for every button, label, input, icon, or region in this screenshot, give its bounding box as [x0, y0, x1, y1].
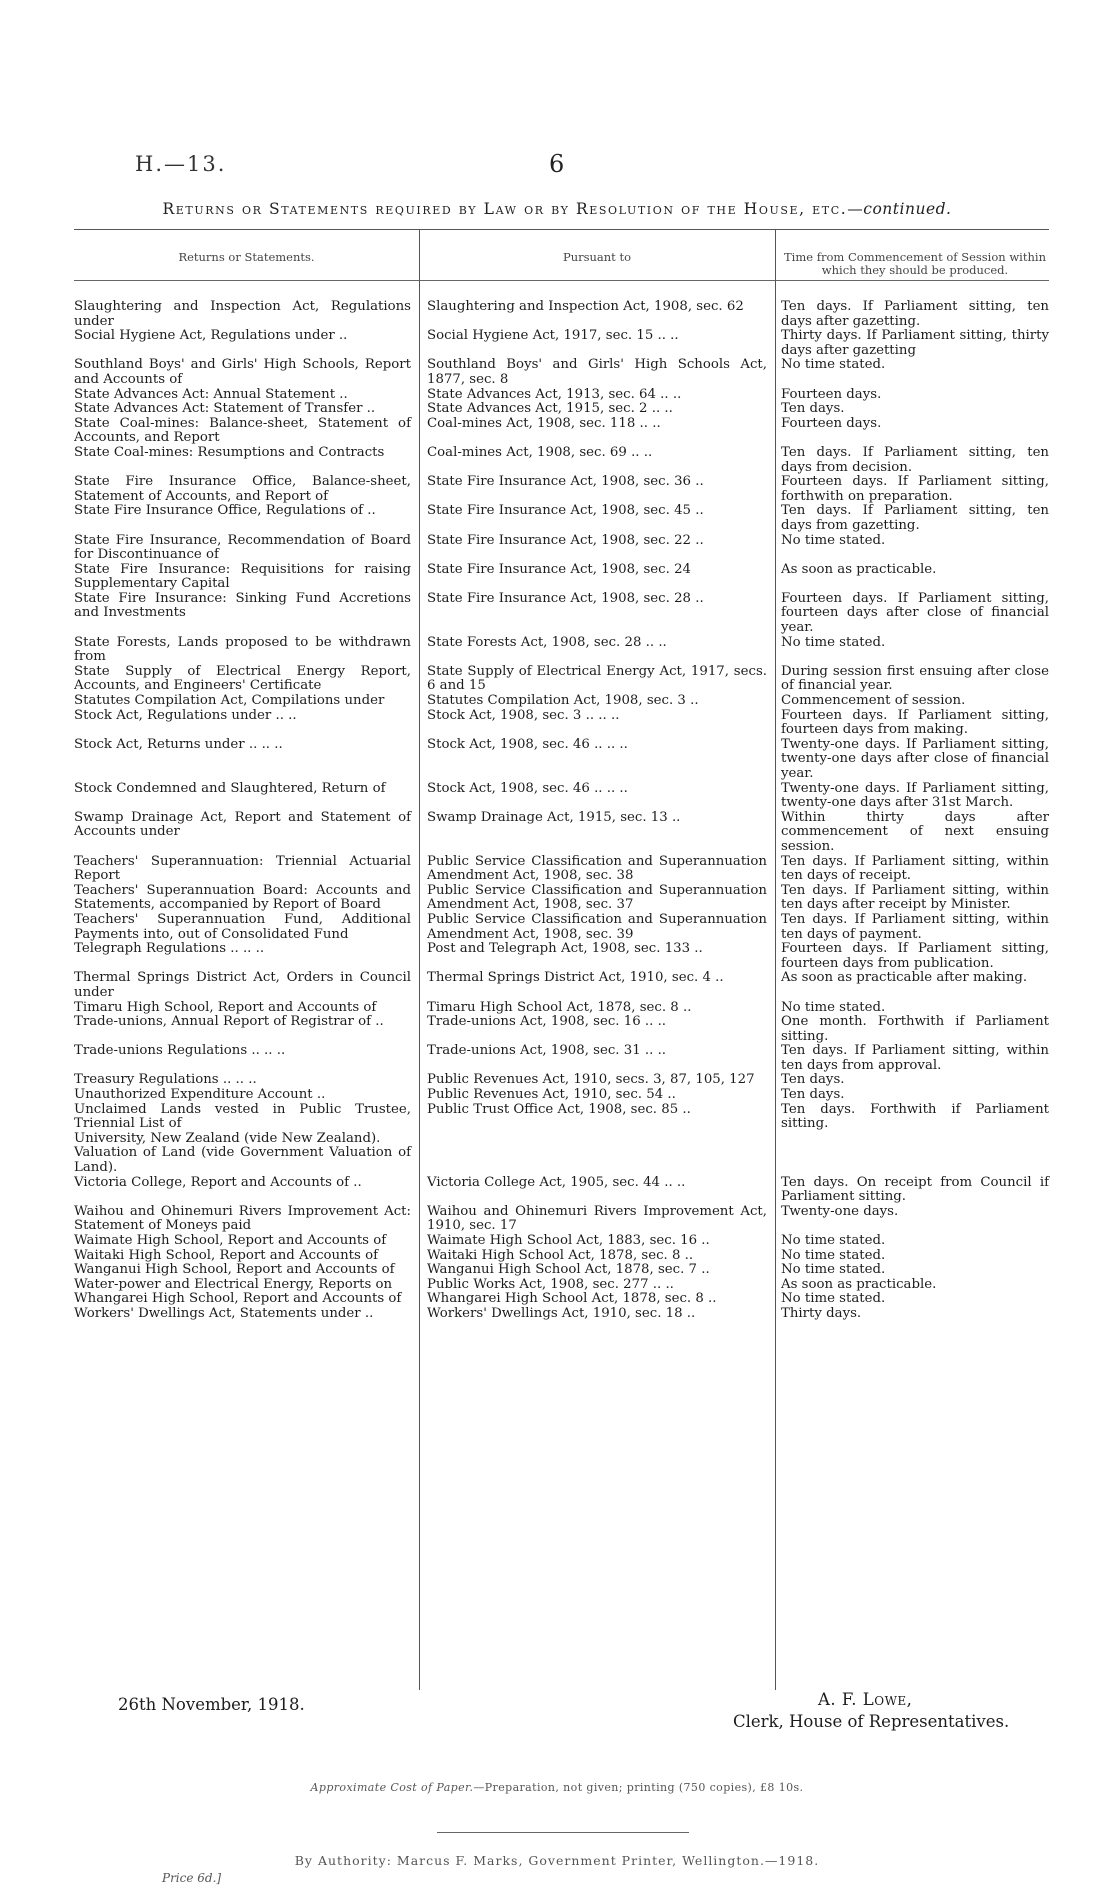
- time-allowed-cell: Ten days. If Parliament sitting, within ten days after receipt by Minister.: [781, 882, 1049, 913]
- page-number: 6: [549, 150, 565, 178]
- table-row: [74, 884, 1049, 913]
- return-statement-cell: State Fire Insurance: Sinking Fund Accretions and Investments: [74, 590, 411, 621]
- pursuant-to-cell: State Fire Insurance Act, 1908, sec. 22 ..: [427, 532, 704, 548]
- pursuant-to-cell: Post and Telegraph Act, 1908, sec. 133 ..: [427, 941, 703, 957]
- top-rule: [74, 229, 1049, 230]
- return-statement-cell: Stock Act, Returns under .. .. ..: [74, 736, 283, 752]
- table-row: [74, 1088, 1049, 1103]
- pursuant-to-cell: Southland Boys' and Girls' High Schools Act, 1877, sec. 8: [427, 357, 767, 387]
- time-allowed-cell: Twenty-one days. If Parliament sitting, twenty-one days after 31st March.: [781, 780, 1049, 811]
- time-allowed-cell: Thirty days. If Parliament sitting, thirty days after gazetting: [781, 328, 1049, 358]
- pursuant-to-cell: Stock Act, 1908, sec. 3 .. .. ..: [427, 707, 620, 723]
- pursuant-to-cell: Trade-unions Act, 1908, sec. 31 .. ..: [427, 1043, 667, 1059]
- table-heading: [0, 200, 1114, 218]
- return-statement-cell: Waihou and Ohinemuri Rivers Improvement Act: Statement of Moneys paid: [74, 1203, 411, 1234]
- pursuant-to-cell: Public Trust Office Act, 1908, sec. 85 ..: [427, 1101, 691, 1117]
- return-statement-cell: Unclaimed Lands vested in Public Trustee, Triennial List of: [74, 1101, 411, 1132]
- time-allowed-cell: Ten days. Forthwith if Parliament sitting.: [781, 1101, 1049, 1132]
- pursuant-to-cell: Coal-mines Act, 1908, sec. 69 .. ..: [427, 444, 653, 460]
- pursuant-to-cell: Waitaki High School Act, 1878, sec. 8 ..: [427, 1247, 694, 1263]
- pursuant-to-cell: Public Service Classification and Superannuation Amendment Act, 1908, sec. 37: [427, 882, 767, 913]
- pursuant-to-cell: Public Revenues Act, 1910, secs. 3, 87, 105, 127: [427, 1072, 755, 1088]
- table-row: [74, 358, 1049, 387]
- return-statement-cell: Trade-unions, Annual Report of Registrar of ..: [74, 1014, 384, 1030]
- time-allowed-cell: Ten days. If Parliament sitting, within ten days of payment.: [781, 911, 1049, 942]
- pursuant-to-cell: Whangarei High School Act, 1878, sec. 8 ..: [427, 1291, 717, 1307]
- cost-label: Approximate Cost of Paper.: [310, 1781, 474, 1794]
- table-row: [74, 534, 1049, 563]
- return-statement-cell: Timaru High School, Report and Accounts of: [74, 999, 377, 1015]
- table-row: [74, 636, 1049, 665]
- table-row: [74, 1263, 1049, 1278]
- pursuant-to-cell: Stock Act, 1908, sec. 46 .. .. ..: [427, 736, 628, 752]
- time-allowed-cell: [775, 1132, 1049, 1147]
- page-reference: H.—13.: [135, 152, 227, 176]
- time-allowed-cell: Fourteen days.: [781, 415, 882, 431]
- return-statement-cell: State Supply of Electrical Energy Report, Accounts, and Engineers' Certificate: [74, 663, 411, 694]
- table-row: [74, 1292, 1049, 1307]
- time-allowed-cell: No time stated.: [781, 1247, 886, 1263]
- pursuant-to-cell: Swamp Drainage Act, 1915, sec. 13 ..: [427, 809, 681, 825]
- table-row: [74, 1001, 1049, 1016]
- pursuant-to-cell: Waihou and Ohinemuri Rivers Improvement Act, 1910, sec. 17: [427, 1203, 767, 1234]
- table-row: [74, 1044, 1049, 1073]
- pursuant-to-cell: State Advances Act, 1913, sec. 64 .. ..: [427, 386, 682, 402]
- table-row: [74, 811, 1049, 855]
- cost-text: —Preparation, not given; printing (750 copies), £8 10s.: [473, 1781, 804, 1794]
- return-statement-cell: Telegraph Regulations .. .. ..: [74, 941, 265, 957]
- return-statement-cell: Treasury Regulations .. .. ..: [74, 1072, 257, 1088]
- cost-note: [0, 1781, 1114, 1794]
- pursuant-to-cell: State Forests Act, 1908, sec. 28 .. ..: [427, 634, 667, 650]
- table-row: [74, 446, 1049, 475]
- return-statement-cell: Swamp Drainage Act, Report and Statement of Accounts under: [74, 809, 411, 840]
- return-statement-cell: State Fire Insurance Office, Balance-sheet, Statement of Accounts, and Report of: [74, 474, 411, 504]
- return-statement-cell: State Fire Insurance: Requisitions for raising Supplementary Capital: [74, 561, 411, 592]
- pursuant-to-cell: Trade-unions Act, 1908, sec. 16 .. ..: [427, 1014, 667, 1030]
- pursuant-to-cell: Coal-mines Act, 1908, sec. 118 .. ..: [427, 415, 661, 431]
- return-statement-cell: Water-power and Electrical Energy, Reports on: [74, 1276, 393, 1292]
- pursuant-to-cell: Public Revenues Act, 1910, sec. 54 ..: [427, 1087, 676, 1103]
- time-allowed-cell: Commencement of session.: [781, 693, 966, 709]
- table-row: [74, 1103, 1049, 1132]
- table-row: [74, 1278, 1049, 1293]
- footer-date: 26th November, 1918.: [118, 1695, 305, 1714]
- heading-continued: —continued.: [847, 200, 952, 218]
- time-allowed-cell: Ten days.: [781, 401, 845, 417]
- table-row: [74, 1307, 1049, 1322]
- table-row: [74, 694, 1049, 709]
- table-row: [74, 504, 1049, 533]
- time-allowed-cell: Ten days. If Parliament sitting, within ten days of receipt.: [781, 853, 1049, 884]
- pursuant-to-cell: State Fire Insurance Act, 1908, sec. 45 ..: [427, 503, 704, 519]
- table-row: [74, 942, 1049, 971]
- return-statement-cell: Teachers' Superannuation: Triennial Actuarial Report: [74, 853, 411, 884]
- time-allowed-cell: No time stated.: [781, 1233, 886, 1248]
- return-statement-cell: State Fire Insurance Office, Regulations of ..: [74, 503, 376, 519]
- time-allowed-cell: No time stated.: [781, 1262, 886, 1278]
- return-statement-cell: Waitaki High School, Report and Accounts of: [74, 1247, 378, 1263]
- pursuant-to-cell: Stock Act, 1908, sec. 46 .. .. ..: [427, 780, 628, 796]
- table-row: [74, 402, 1049, 417]
- price: Price 6d.]: [162, 1871, 222, 1885]
- return-statement-cell: Statutes Compilation Act, Compilations under: [74, 693, 385, 709]
- pursuant-to-cell: Victoria College Act, 1905, sec. 44 .. ..: [427, 1174, 686, 1190]
- column-header-time: Time from Commencement of Session within which they should be produced.: [784, 250, 1046, 277]
- table-row: [74, 1146, 1049, 1175]
- return-statement-cell: Teachers' Superannuation Fund, Additional Payments into, out of Consolidated Fund: [74, 911, 411, 942]
- pursuant-to-cell: [419, 1146, 775, 1175]
- pursuant-to-cell: Public Works Act, 1908, sec. 277 .. ..: [427, 1276, 674, 1292]
- time-allowed-cell: Ten days. If Parliament sitting, within ten days from approval.: [781, 1043, 1049, 1073]
- pursuant-to-cell: State Fire Insurance Act, 1908, sec. 36 ..: [427, 474, 704, 490]
- time-allowed-cell: Twenty-one days.: [781, 1203, 899, 1219]
- return-statement-cell: Trade-unions Regulations .. .. ..: [74, 1043, 286, 1059]
- time-allowed-cell: During session first ensuing after close of financial year.: [781, 663, 1049, 694]
- table-row: [74, 1249, 1049, 1264]
- time-allowed-cell: Ten days. If Parliament sitting, ten days after gazetting.: [781, 299, 1049, 329]
- pursuant-to-cell: Slaughtering and Inspection Act, 1908, sec. 62: [427, 299, 744, 314]
- time-allowed-cell: No time stated.: [781, 999, 886, 1015]
- return-statement-cell: University, New Zealand (vide New Zealand).: [74, 1130, 381, 1146]
- pursuant-to-cell: Public Service Classification and Superannuation Amendment Act, 1908, sec. 38: [427, 853, 767, 884]
- table-row: [74, 1234, 1049, 1249]
- table-row: [74, 388, 1049, 403]
- return-statement-cell: Wanganui High School, Report and Accounts of: [74, 1262, 395, 1278]
- pursuant-to-cell: State Supply of Electrical Energy Act, 1917, secs. 6 and 15: [427, 663, 767, 694]
- time-allowed-cell: No time stated.: [781, 634, 886, 650]
- signatory-title: Clerk, House of Representatives.: [733, 1712, 1010, 1731]
- time-allowed-cell: Ten days. On receipt from Council if Parliament sitting.: [781, 1174, 1049, 1205]
- time-allowed-cell: Ten days. If Parliament sitting, ten days from decision.: [781, 444, 1049, 475]
- return-statement-cell: Slaughtering and Inspection Act, Regulations under: [74, 299, 411, 329]
- return-statement-cell: Valuation of Land (vide Government Valuation of Land).: [74, 1145, 411, 1176]
- return-statement-cell: State Advances Act: Statement of Transfer ..: [74, 401, 376, 417]
- return-statement-cell: Unauthorized Expenditure Account ..: [74, 1087, 326, 1103]
- pursuant-to-cell: Wanganui High School Act, 1878, sec. 7 ..: [427, 1262, 710, 1278]
- heading-title: Returns or Statements required by Law or by Resolution of the House, etc.: [162, 200, 848, 218]
- return-statement-cell: State Fire Insurance, Recommendation of Board for Discontinuance of: [74, 532, 411, 563]
- time-allowed-cell: [775, 1146, 1049, 1175]
- pursuant-to-cell: Waimate High School Act, 1883, sec. 16 ..: [427, 1233, 710, 1248]
- printer-authority: By Authority: Marcus F. Marks, Government Printer, Wellington.—1918.: [294, 1853, 820, 1868]
- time-allowed-cell: Fourteen days. If Parliament sitting, forthwith on preparation.: [781, 474, 1049, 504]
- table-row: [74, 300, 1049, 329]
- table-row: [74, 782, 1049, 811]
- return-statement-cell: Whangarei High School, Report and Accounts of: [74, 1291, 402, 1307]
- table-row: [74, 1015, 1049, 1044]
- table-row: [74, 329, 1049, 358]
- column-header-returns: Returns or Statements.: [178, 250, 315, 264]
- return-statement-cell: Social Hygiene Act, Regulations under ..: [74, 328, 348, 344]
- pursuant-to-cell: Social Hygiene Act, 1917, sec. 15 .. ..: [427, 328, 679, 344]
- time-allowed-cell: As soon as practicable after making.: [781, 970, 1028, 986]
- bottom-rule: [437, 1832, 689, 1833]
- return-statement-cell: Victoria College, Report and Accounts of ..: [74, 1174, 362, 1190]
- pursuant-to-cell: Timaru High School Act, 1878, sec. 8 ..: [427, 999, 692, 1015]
- table-row: [74, 971, 1049, 1000]
- pursuant-to-cell: State Advances Act, 1915, sec. 2 .. ..: [427, 401, 673, 417]
- time-allowed-cell: No time stated.: [781, 357, 886, 373]
- return-statement-cell: Waimate High School, Report and Accounts of: [74, 1233, 387, 1248]
- time-allowed-cell: Twenty-one days. If Parliament sitting, twenty-one days after close of financial year.: [781, 736, 1049, 781]
- time-allowed-cell: Ten days.: [781, 1087, 845, 1103]
- time-allowed-cell: Ten days. If Parliament sitting, ten days from gazetting.: [781, 503, 1049, 533]
- pursuant-to-cell: Thermal Springs District Act, 1910, sec. 4 ..: [427, 970, 724, 986]
- pursuant-to-cell: Public Service Classification and Superannuation Amendment Act, 1908, sec. 39: [427, 911, 767, 942]
- table-row: [74, 738, 1049, 782]
- table-row: [74, 475, 1049, 504]
- pursuant-to-cell: Workers' Dwellings Act, 1910, sec. 18 ..: [427, 1305, 696, 1321]
- header-rule: [74, 280, 1049, 281]
- pursuant-to-cell: Statutes Compilation Act, 1908, sec. 3 ..: [427, 693, 699, 709]
- time-allowed-cell: Fourteen days. If Parliament sitting, fourteen days from making.: [781, 707, 1049, 738]
- return-statement-cell: Thermal Springs District Act, Orders in Council under: [74, 970, 411, 1000]
- table-row: [74, 592, 1049, 636]
- time-allowed-cell: Fourteen days.: [781, 386, 882, 402]
- time-allowed-cell: No time stated.: [781, 532, 886, 548]
- return-statement-cell: Southland Boys' and Girls' High Schools, Report and Accounts of: [74, 357, 411, 387]
- return-statement-cell: State Coal-mines: Resumptions and Contracts: [74, 444, 385, 460]
- table-row: [74, 665, 1049, 694]
- signatory-name: A. F. Lowe,: [818, 1690, 913, 1709]
- time-allowed-cell: As soon as practicable.: [781, 561, 937, 577]
- time-allowed-cell: No time stated.: [781, 1291, 886, 1307]
- return-statement-cell: State Coal-mines: Balance-sheet, Statement of Accounts, and Report: [74, 415, 411, 446]
- return-statement-cell: State Forests, Lands proposed to be withdrawn from: [74, 634, 411, 665]
- pursuant-to-cell: [419, 1132, 775, 1147]
- time-allowed-cell: As soon as practicable.: [781, 1276, 937, 1292]
- return-statement-cell: Teachers' Superannuation Board: Accounts and Statements, accompanied by Report of Board: [74, 882, 411, 913]
- table-row: [74, 417, 1049, 446]
- return-statement-cell: Workers' Dwellings Act, Statements under ..: [74, 1305, 374, 1321]
- time-allowed-cell: Thirty days.: [781, 1305, 862, 1321]
- table-row: [74, 709, 1049, 738]
- table-row: [74, 1132, 1049, 1147]
- returns-table-body: [74, 300, 1049, 1322]
- table-row: [74, 563, 1049, 592]
- column-header-pursuant: Pursuant to: [562, 250, 632, 264]
- time-allowed-cell: Ten days.: [781, 1072, 845, 1088]
- time-allowed-cell: One month. Forthwith if Parliament sitting.: [781, 1014, 1049, 1044]
- time-allowed-cell: Within thirty days after commencement of next ensuing session.: [781, 809, 1049, 854]
- time-allowed-cell: Fourteen days. If Parliament sitting, fourteen days after close of financial year.: [781, 590, 1049, 636]
- return-statement-cell: Stock Condemned and Slaughtered, Return of: [74, 780, 386, 796]
- time-allowed-cell: Fourteen days. If Parliament sitting, fourteen days from publication.: [781, 941, 1049, 971]
- pursuant-to-cell: State Fire Insurance Act, 1908, sec. 28 ..: [427, 590, 704, 606]
- pursuant-to-cell: State Fire Insurance Act, 1908, sec. 24: [427, 561, 691, 577]
- table-row: [74, 1205, 1049, 1234]
- table-row: [74, 1073, 1049, 1088]
- table-row: [74, 1176, 1049, 1205]
- table-row: [74, 913, 1049, 942]
- table-row: [74, 855, 1049, 884]
- returns-table: [74, 300, 1049, 1322]
- return-statement-cell: Stock Act, Regulations under .. ..: [74, 707, 297, 723]
- return-statement-cell: State Advances Act: Annual Statement ..: [74, 386, 348, 402]
